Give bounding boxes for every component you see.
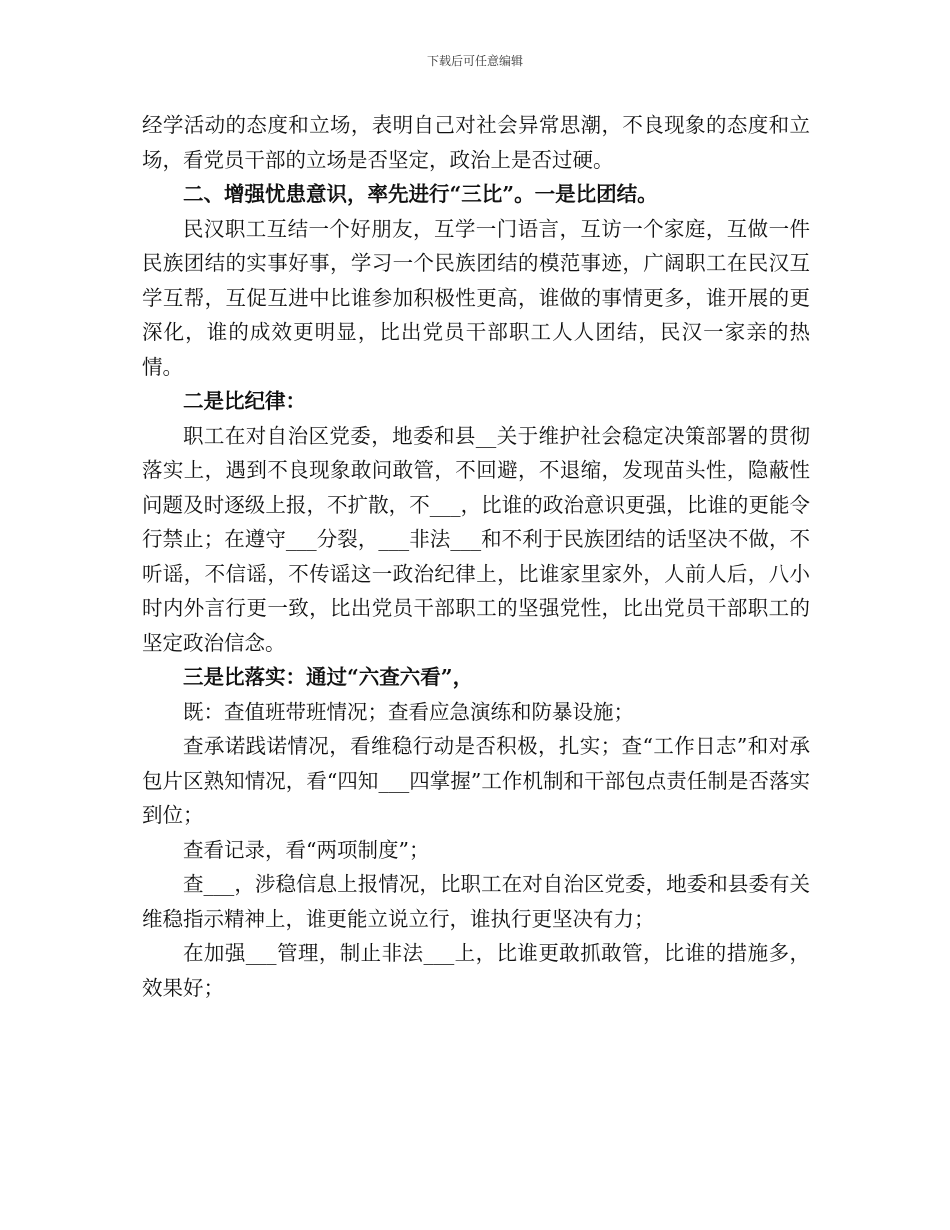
page-header: 下载后可任意编辑: [426, 54, 523, 68]
section-heading-implementation: 三是比落实：通过“六查六看”，: [183, 665, 474, 689]
paragraph-unity: 民汉职工互结一个好朋友，互学一门语言，互访一个家庭，互做一件民族团结的实事好事，学习一个民族团结的模范事迹，广阔职工在民汉互学互帮，互促互进中比谁参加积极性更高，谁做的事情更多，谁开展的更深化，谁的成效更明显，比出党员干部职工人人团结，民汉一家亲的热情。: [142, 216, 810, 379]
paragraph-1: 经学活动的态度和立场，表明自己对社会异常思潮，不良现象的态度和立场，看党员干部的立场是否坚定，政治上是否过硬。: [142, 113, 810, 172]
section-heading-unity: 二、增强忧患意识，率先进行“三比”。一是比团结。: [183, 182, 658, 206]
paragraph-check-reporting: 查___，涉稳信息上报情况，比职工在对自治区党委，地委和县委有关维稳指示精神上，谁更能立说立行，谁执行更坚决有力；: [142, 872, 810, 931]
paragraph-check-records: 查看记录，看“两项制度”；: [183, 837, 430, 862]
section-heading-discipline: 二是比纪律：: [183, 389, 306, 413]
paragraph-check-commitment: 查承诺践诺情况，看维稳行动是否积极，扎实；查“工作日志”和对承包片区熟知情况，看“四知___四掌握”工作机制和干部包点责任制是否落实到位；: [142, 734, 810, 827]
paragraph-management: 在加强___管理，制止非法___上，比谁更敢抓敢管，比谁的措施多，效果好；: [142, 941, 810, 1000]
paragraph-discipline: 职工在对自治区党委，地委和县__关于维护社会稳定决策部署的贯彻落实上，遇到不良现象敢问敢管，不回避，不退缩，发现苗头性，隐蔽性问题及时逐级上报，不扩散，不___，比谁的政治意识更强，比谁的更能令行禁止；在遵守___分裂，___非法___和不利于民族团结的话坚决不做，不听谣，不信谣，不传谣这一政治纪律上，比谁家里家外，人前人后，八小时内外言行更一致，比出党员干部职工的坚强党性，比出党员干部职工的坚定政治信念。: [142, 423, 810, 655]
paragraph-check-duty: 既：查值班带班情况；查看应急演练和防暴设施；: [183, 699, 634, 724]
document-body: [142, 108, 810, 1005]
